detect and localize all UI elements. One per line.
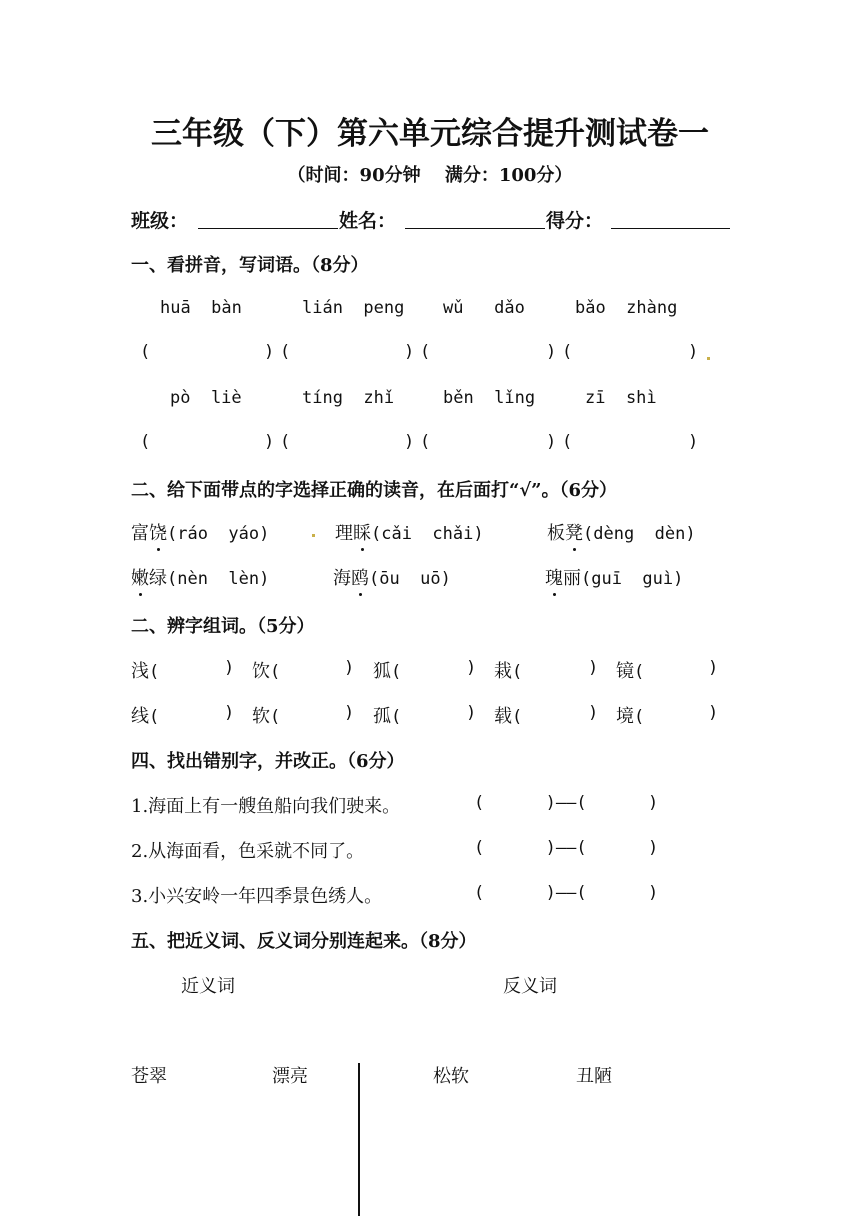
paren-close: ) (224, 658, 235, 678)
class-label: 班级： (131, 210, 189, 232)
paren-close: ) (344, 703, 355, 723)
answer-paren-close: ) (688, 432, 699, 452)
char-item: 浅( (131, 661, 160, 682)
char-item: 载( (494, 706, 523, 727)
pinyin-item: huā bàn (160, 298, 242, 318)
word-item[interactable]: 松软 (433, 1066, 469, 1087)
char-item: 孤( (373, 706, 402, 727)
scan-speck (707, 357, 710, 360)
pinyin-item: tíng zhǐ (302, 388, 395, 408)
answer-paren-open: ( (140, 342, 151, 362)
page-title: 三年级（下）第六单元综合提升测试卷一 (151, 116, 709, 152)
pinyin-item: bǎo zhàng (575, 298, 678, 318)
paren-close: ) (466, 658, 477, 678)
word-item[interactable]: 苍翠 (131, 1066, 167, 1087)
char-item: 软( (252, 706, 281, 727)
name-label: 姓名： (339, 210, 397, 232)
reading-item[interactable]: 海鸥(ōu uō) (333, 564, 451, 590)
answer-paren-open: ( (562, 342, 573, 362)
answer-paren-open: ( (280, 432, 291, 452)
sentence-item: 3.小兴安岭一年四季景色绣人。 (131, 886, 383, 907)
answer-paren-open: ( (280, 342, 291, 362)
answer-paren-close: ) (546, 432, 557, 452)
answer-paren-close: ) (546, 342, 557, 362)
section5-heading: 五、把近义词、反义词分别连起来。（8分） (131, 931, 477, 952)
dotted-char: 嫩 (131, 564, 149, 590)
reading-item[interactable]: 富饶(ráo yáo) (131, 519, 269, 545)
reading-item[interactable]: 理睬(cǎi chǎi) (335, 519, 484, 545)
answer-paren-open: ( (140, 432, 151, 452)
score-blank[interactable] (611, 228, 730, 229)
answer-paren-open: ( (562, 432, 573, 452)
paren-close: ) (708, 658, 719, 678)
paren-close: ) (588, 658, 599, 678)
reading-item[interactable]: 板凳(dèng dèn) (547, 519, 696, 545)
paren-close: ) (708, 703, 719, 723)
answer-paren-close: ) (404, 432, 415, 452)
answer-paren-close: ) (264, 432, 275, 452)
pinyin-item: zī shì (585, 388, 657, 408)
paren-close: ) (224, 703, 235, 723)
pinyin-item: pò liè (170, 388, 242, 408)
dotted-char: 鸥 (351, 564, 369, 590)
sentence-item: 1.海面上有一艘鱼船向我们驶来。 (131, 796, 401, 817)
divider-line (358, 1063, 360, 1216)
pinyin-item: wǔ dǎo (443, 298, 525, 318)
section4-heading: 四、找出错别字，并改正。（6分） (131, 751, 405, 772)
char-item: 饮( (252, 661, 281, 682)
word-item[interactable]: 丑陋 (576, 1066, 612, 1087)
dotted-char: 睬 (353, 519, 371, 545)
reading-item[interactable]: 瑰丽(guī guì) (545, 564, 683, 590)
reading-item[interactable]: 嫩绿(nèn lèn) (131, 564, 269, 590)
sentence-item: 2.从海面看，色采就不同了。 (131, 841, 365, 862)
synonym-label: 近义词 (181, 976, 235, 997)
section1-heading: 一、看拼音，写词语。（8分） (131, 255, 369, 276)
answer-paren-close: ) (264, 342, 275, 362)
section2-heading: 二、给下面带点的字选择正确的读音，在后面打“√”。（6分） (131, 480, 618, 501)
pinyin-item: běn lǐng (443, 388, 536, 408)
paren-close: ) (588, 703, 599, 723)
pinyin-item: lián peng (302, 298, 405, 318)
char-item: 狐( (373, 661, 402, 682)
scan-speck (312, 534, 315, 537)
word-item[interactable]: 漂亮 (272, 1066, 308, 1087)
correction-blank[interactable]: ( )——( ) (474, 838, 659, 858)
paren-close: ) (466, 703, 477, 723)
class-blank[interactable] (198, 228, 338, 229)
char-item: 境( (616, 706, 645, 727)
name-blank[interactable] (405, 228, 545, 229)
paren-close: ) (344, 658, 355, 678)
dotted-char: 瑰 (545, 564, 563, 590)
answer-paren-open: ( (420, 432, 431, 452)
answer-paren-open: ( (420, 342, 431, 362)
score-label: 得分： (546, 210, 604, 232)
answer-paren-close: ) (404, 342, 415, 362)
dotted-char: 饶 (149, 519, 167, 545)
char-item: 线( (131, 706, 160, 727)
antonym-label: 反义词 (503, 976, 557, 997)
answer-paren-close: ) (688, 342, 699, 362)
exam-info: （时间：90分钟 满分：100分） (287, 165, 573, 186)
correction-blank[interactable]: ( )——( ) (474, 793, 659, 813)
correction-blank[interactable]: ( )——( ) (474, 883, 659, 903)
section3-heading: 二、辨字组词。（5分） (131, 616, 315, 637)
char-item: 镜( (616, 661, 645, 682)
dotted-char: 凳 (565, 519, 583, 545)
char-item: 栽( (494, 661, 523, 682)
